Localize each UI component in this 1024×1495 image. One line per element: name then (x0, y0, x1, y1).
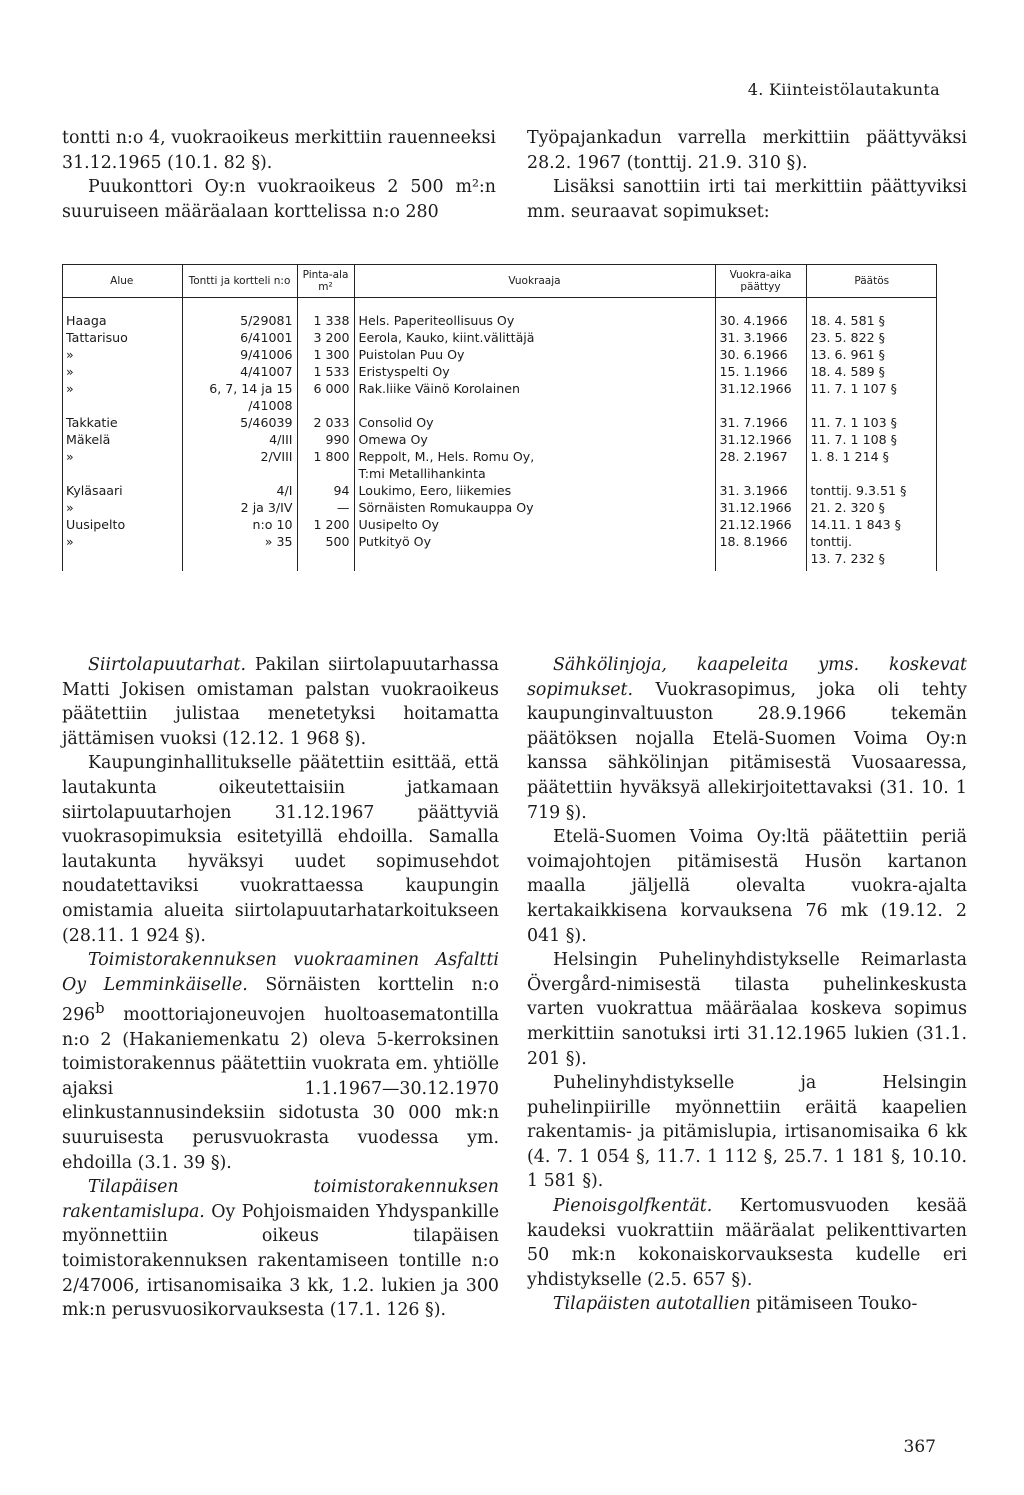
cell-alue: » (62, 380, 182, 397)
cell-alue: Kyläsaari (62, 482, 182, 499)
cell-vuokraaja: Sörnäisten Romukauppa Oy (354, 499, 715, 516)
column-header-alue: Alue (62, 265, 182, 298)
cell-paatos: 11. 7. 1 107 § (810, 381, 897, 396)
cell-paatos: 21. 2. 320 § (810, 500, 885, 515)
cell-vuokraaja: Eristyspelti Oy (354, 363, 715, 380)
cell-pinta-ala (297, 550, 354, 571)
cell-alue: Mäkelä (62, 431, 182, 448)
cell-pinta-ala: 1 338 (297, 298, 354, 330)
paragraph-sahkolinjat (527, 653, 967, 825)
section-title: Toimistorakennuksen vuokraaminen Asfaltti Oy Lemminkäiselle. (62, 950, 499, 995)
cell-tontti: 6, 7, 14 ja 15 (182, 380, 297, 397)
cell-pinta-ala: 94 (297, 482, 354, 499)
cell-tontti: /41008 (182, 397, 297, 414)
cell-paattyy (715, 465, 806, 482)
cell-paattyy (715, 550, 806, 571)
cell-pinta-ala: 2 033 (297, 414, 354, 431)
cell-paatos: 18. 4. 589 § (810, 364, 885, 379)
cell-tontti (182, 465, 297, 482)
cell-paatos (806, 465, 937, 482)
paragraph-text: moottoriajoneuvojen huoltoasematontilla n:o 2 (Hakaniemenkatu 2) oleva 5-kerroksinen toimistorakennus päätettiin vuokrata em. yhtiölle ajaksi 1.1.1967—30.12.1970 elinkustannusindeksiin sidotusta 30 000 mk:n suuruisesta perusvuokrasta vuodessa ym. ehdoilla (3.1. 39 §). (62, 1005, 499, 1173)
cell-paattyy (715, 397, 806, 414)
cell-tontti: 5/29081 (182, 298, 297, 330)
cell-vuokraaja: Puistolan Puu Oy (354, 346, 715, 363)
cell-paattyy: 31.12.1966 (715, 499, 806, 516)
table-row (62, 550, 937, 571)
table-row (62, 482, 937, 499)
cell-alue: » (62, 448, 182, 465)
cell-pinta-ala: 1 200 (297, 516, 354, 533)
lease-table-container (62, 264, 937, 571)
column-header-pinta-ala: Pinta-ala m² (297, 265, 354, 298)
cell-alue: » (62, 533, 182, 550)
top-right-column (527, 126, 967, 224)
paragraph-text: Sörnäisten korttelin n:o 296 (62, 974, 500, 1026)
paragraph-autotallit (527, 1292, 967, 1317)
table-row (62, 516, 937, 533)
paragraph: Työpajankadun varrella merkittiin päättyväksi 28.2. 1967 (tonttij. 21.9. 310 §). (527, 128, 967, 173)
cell-paattyy: 15. 1.1966 (715, 363, 806, 380)
cell-paattyy: 31. 7.1966 (715, 414, 806, 431)
running-head: 4. Kiinteistölautakunta (747, 80, 940, 99)
column-header-tontti: Tontti ja kortteli n:o (182, 265, 297, 298)
paragraph-text: Oy Pohjoismaiden Yhdyspankille myönnettiin oikeus tilapäisen toimistorakennuksen rakentamiseen tontille n:o 2/47006, irtisanomisaika 3 kk, 1.2. lukien ja 300 mk:n perusvuosikorvauksesta (17.1. 126 §). (62, 1201, 499, 1321)
cell-tontti: 4/III (182, 431, 297, 448)
cell-tontti: 2/VIII (182, 448, 297, 465)
cell-pinta-ala: 3 200 (297, 329, 354, 346)
cell-pinta-ala: 500 (297, 533, 354, 550)
cell-vuokraaja (354, 397, 715, 414)
table-row (62, 431, 937, 448)
table-row (62, 414, 937, 431)
cell-paatos: 23. 5. 822 § (810, 330, 885, 345)
cell-vuokraaja: Omewa Oy (354, 431, 715, 448)
cell-alue: Takkatie (62, 414, 182, 431)
cell-paattyy: 31. 3.1966 (715, 329, 806, 346)
table-left-border (62, 264, 63, 571)
table-row (62, 363, 937, 380)
cell-paatos: tonttij. 9.3.51 § (810, 483, 907, 498)
paragraph-text: pitämiseen Touko- (750, 1294, 918, 1315)
cell-tontti: 4/41007 (182, 363, 297, 380)
top-left-column (62, 126, 496, 224)
cell-alue: » (62, 363, 182, 380)
cell-vuokraaja: Rak.liike Väinö Korolainen (354, 380, 715, 397)
cell-tontti: 9/41006 (182, 346, 297, 363)
paragraph: Lisäksi sanottiin irti tai merkittiin päättyviksi mm. seuraavat sopimukset: (527, 177, 967, 222)
cell-paatos: 11. 7. 1 103 § (810, 415, 897, 430)
cell-paatos: 11. 7. 1 108 § (810, 432, 897, 447)
cell-paattyy: 28. 2.1967 (715, 448, 806, 465)
cell-paattyy: 18. 8.1966 (715, 533, 806, 550)
cell-paatos: 13. 7. 232 § (810, 551, 885, 566)
table-row (62, 499, 937, 516)
cell-paatos: tonttij. (810, 534, 853, 549)
paragraph-rakentamislupa (62, 1175, 499, 1323)
paragraph-toimistorakennus (62, 948, 499, 1175)
column-header-paatos: Päätös (854, 275, 890, 287)
cell-paatos (806, 397, 937, 414)
cell-tontti: n:o 10 (182, 516, 297, 533)
bottom-right-column (527, 653, 967, 1317)
cell-vuokraaja (354, 550, 715, 571)
cell-alue: Haaga (62, 298, 182, 330)
paragraph: Helsingin Puhelinyhdistykselle Reimarlasta Övergård-nimisestä tilasta puhelinkeskusta varten vuokrattua määräalaa koskeva sopimus merkittiin sanotuksi irti 31.12.1965 lukien (31.1. 201 §). (527, 950, 967, 1069)
cell-tontti: 4/I (182, 482, 297, 499)
cell-pinta-ala (297, 465, 354, 482)
cell-tontti: » 35 (182, 533, 297, 550)
page-number: 367 (903, 1437, 936, 1457)
cell-paattyy: 21.12.1966 (715, 516, 806, 533)
cell-vuokraaja: Reppolt, M., Hels. Romu Oy, (354, 448, 715, 465)
cell-tontti: 5/46039 (182, 414, 297, 431)
paragraph: Puhelinyhdistykselle ja Helsingin puhelinpiirille myönnettiin eräitä kaapelien rakentamis- ja pitämislupia, irtisanomisaika 6 kk (4. 7. 1 054 §, 11.7. 1 112 §, 25.7. 1 181 §, 10.10. 1 581 §). (527, 1073, 967, 1192)
cell-paatos: 14.11. 1 843 § (810, 517, 901, 532)
table-row (62, 329, 937, 346)
cell-alue: » (62, 346, 182, 363)
cell-vuokraaja: Hels. Paperiteollisuus Oy (354, 298, 715, 330)
cell-alue (62, 465, 182, 482)
cell-vuokraaja: Consolid Oy (354, 414, 715, 431)
paragraph-text: Pakilan siirtolapuutarhassa Matti Jokisen omistaman palstan vuokraoikeus päätettiin julistaa menetetyksi hoitamatta jättämisen vuoksi (12.12. 1 968 §). (62, 655, 499, 749)
cell-paatos: 13. 6. 961 § (810, 347, 885, 362)
cell-pinta-ala: 1 533 (297, 363, 354, 380)
table-row (62, 298, 937, 330)
cell-alue (62, 397, 182, 414)
cell-vuokraaja: Putkityö Oy (354, 533, 715, 550)
table-row (62, 397, 937, 414)
section-title: Tilapäisten autotallien (553, 1294, 751, 1315)
cell-pinta-ala: 990 (297, 431, 354, 448)
paragraph: Etelä-Suomen Voima Oy:ltä päätettiin periä voimajohtojen pitämisestä Husön kartanon maalla jäljellä olevalta vuokra-ajalta kertakaikkisena korvauksena 76 mk (19.12. 2 041 §). (527, 827, 967, 946)
superscript: b (95, 1001, 105, 1018)
cell-paattyy: 30. 6.1966 (715, 346, 806, 363)
cell-paattyy: 31.12.1966 (715, 431, 806, 448)
cell-alue: Uusipelto (62, 516, 182, 533)
cell-paattyy: 31.12.1966 (715, 380, 806, 397)
paragraph-text: Kertomusvuoden kesää kaudeksi vuokrattiin määräalat pelikenttivarten 50 mk:n kokonaiskorvauksesta kudelle eri yhdistykselle (2.5. 657 §). (527, 1196, 967, 1290)
paragraph: Puukonttori Oy:n vuokraoikeus 2 500 m²:n suuruiseen määräalaan korttelissa n:o 280 (62, 177, 496, 222)
section-title: Sähkölinjoja, kaapeleita yms. koskevat sopimukset. (527, 655, 967, 700)
section-title: Pienoisgolfkentät. (553, 1196, 713, 1217)
table-right-border (936, 264, 937, 571)
cell-vuokraaja: Uusipelto Oy (354, 516, 715, 533)
table-row (62, 448, 937, 465)
cell-tontti (182, 550, 297, 571)
paragraph-pienoisgolf (527, 1194, 967, 1292)
cell-vuokraaja: T:mi Metallihankinta (354, 465, 715, 482)
cell-tontti: 2 ja 3/IV (182, 499, 297, 516)
cell-paatos: 1. 8. 1 214 § (810, 449, 889, 464)
cell-pinta-ala: 1 800 (297, 448, 354, 465)
column-header-paattyy: Vuokra-aika päättyy (715, 265, 806, 298)
cell-alue: » (62, 499, 182, 516)
cell-paattyy: 31. 3.1966 (715, 482, 806, 499)
cell-alue: Tattarisuo (62, 329, 182, 346)
section-title: Siirtolapuutarhat. (88, 655, 247, 675)
section-title: Tilapäisen toimistorakennuksen rakentamislupa. (62, 1177, 499, 1222)
paragraph: Kaupunginhallitukselle päätettiin esittää, että lautakunta oikeutettaisiin jatkamaan siirtolapuutarhojen 31.12.1967 päättyviä vuokrasopimuksia esitetyillä ehdoilla. Samalla lautakunta hyväksyi uudet sopimusehdot noudatettaviksi vuokrattaessa kaupungin omistamia alueita siirtolapuutarhatarkoitukseen (28.11. 1 924 §). (62, 753, 499, 946)
table-row (62, 346, 937, 363)
paragraph-siirtolapuutarhat (62, 653, 499, 751)
paragraph-text: Vuokrasopimus, joka oli tehty kaupunginvaltuuston 28.9.1966 tekemän päätöksen nojalla Etelä-Suomen Voima Oy:n kanssa sähkölinjan pitämisestä Vuosaaressa, päätettiin hyväksyä allekirjoitettavaksi (31. 10. 1 719 §). (527, 679, 967, 823)
cell-pinta-ala: 1 300 (297, 346, 354, 363)
lease-termination-table (62, 264, 937, 571)
cell-vuokraaja: Loukimo, Eero, liikemies (354, 482, 715, 499)
cell-tontti: 6/41001 (182, 329, 297, 346)
column-header-vuokraaja: Vuokraaja (354, 265, 715, 298)
table-header-row (62, 265, 937, 298)
cell-alue (62, 550, 182, 571)
cell-paatos: 18. 4. 581 § (810, 313, 885, 328)
table-row (62, 533, 937, 550)
cell-paattyy: 30. 4.1966 (715, 298, 806, 330)
cell-vuokraaja: Eerola, Kauko, kiint.välittäjä (354, 329, 715, 346)
cell-pinta-ala (297, 397, 354, 414)
paragraph: tontti n:o 4, vuokraoikeus merkittiin rauenneeksi 31.12.1965 (10.1. 82 §). (62, 128, 496, 173)
bottom-left-column (62, 653, 499, 1323)
cell-pinta-ala: — (297, 499, 354, 516)
table-row (62, 380, 937, 397)
table-body (62, 298, 937, 572)
cell-pinta-ala: 6 000 (297, 380, 354, 397)
table-row (62, 465, 937, 482)
